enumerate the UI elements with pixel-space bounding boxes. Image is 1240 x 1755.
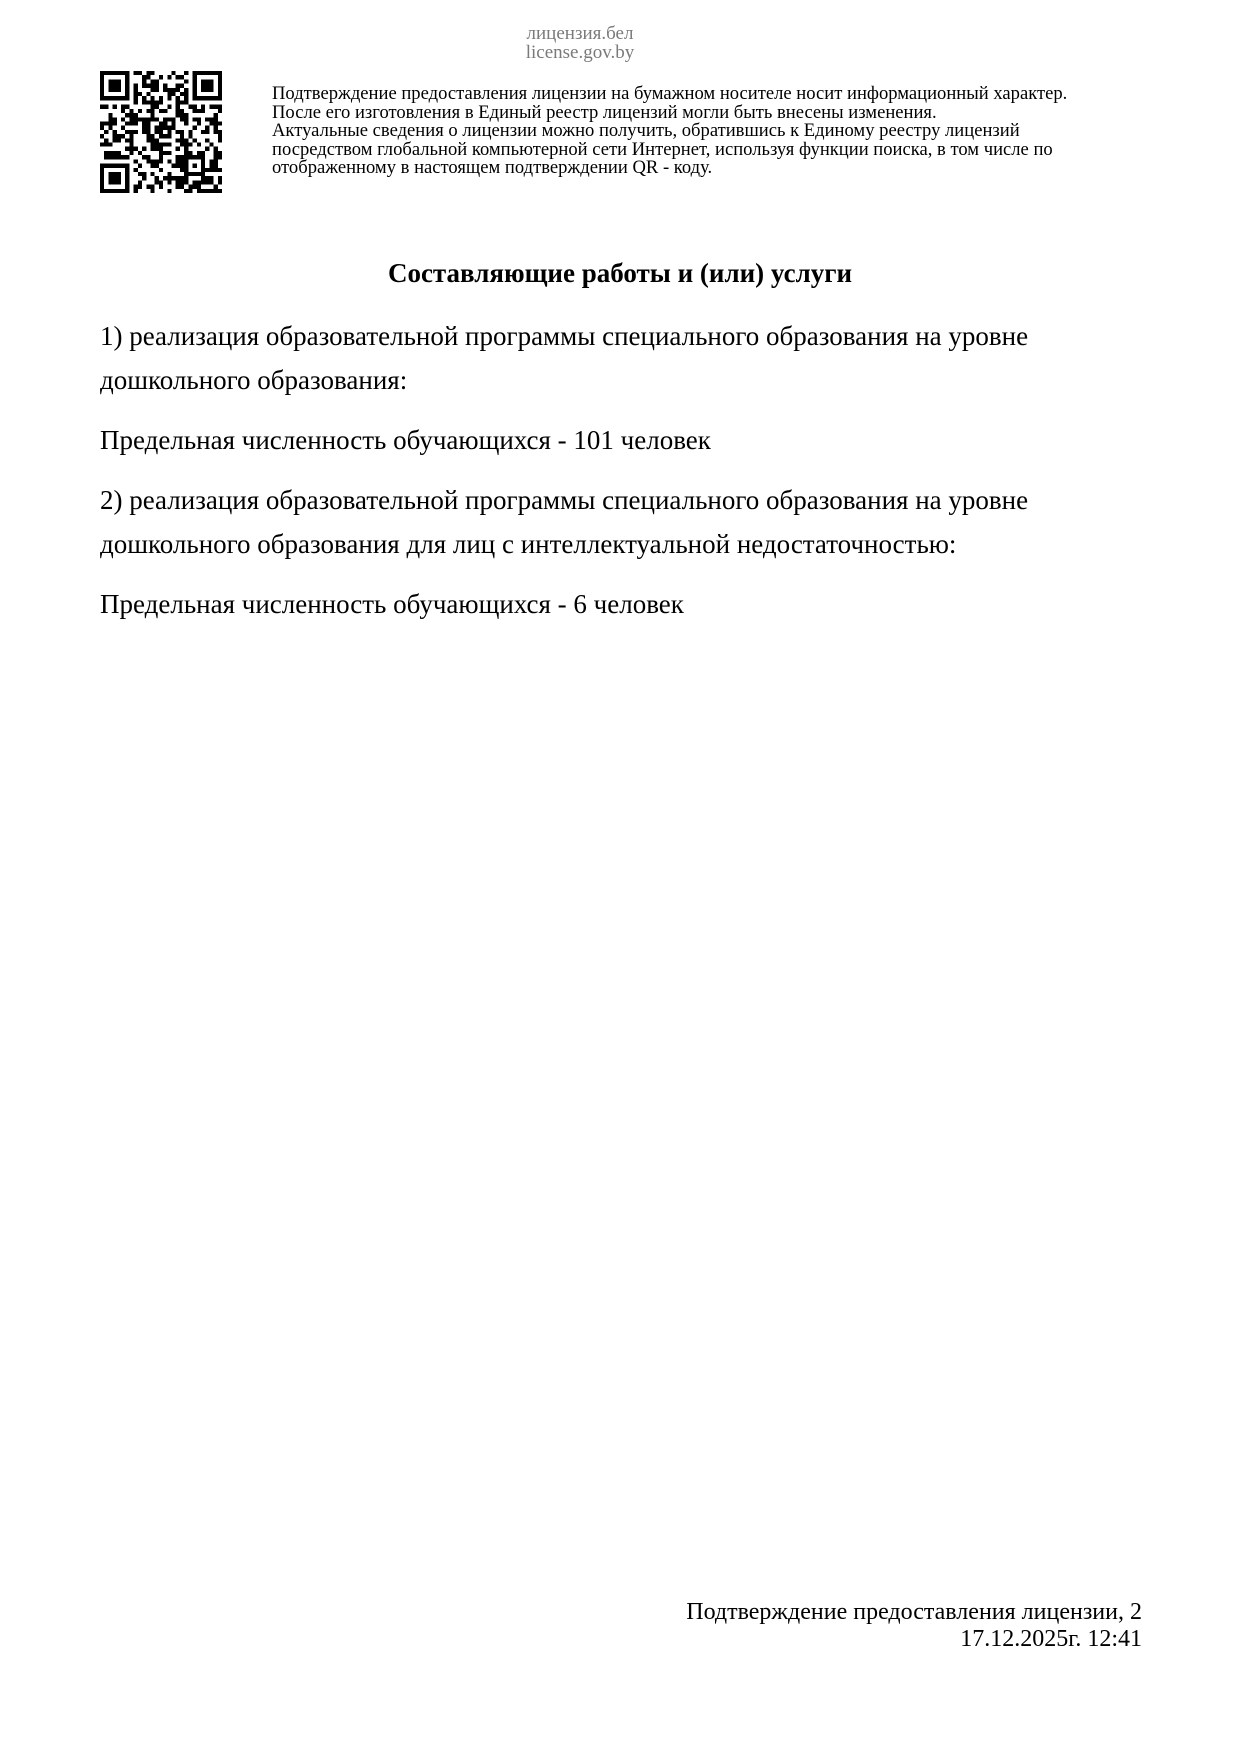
notice-line: посредством глобальной компьютерной сети Интернет, используя функции поиска, в том числе по (272, 138, 1053, 160)
notice-line: отображенному в настоящем подтверждении QR - коду. (272, 157, 713, 179)
disclaimer-notice (272, 85, 1192, 178)
service-item: 1) реализация образовательной программы специального образования на уровне дошкольного образования: (100, 321, 1029, 395)
site-link-bel[interactable]: лицензия.бел (526, 23, 634, 44)
site-link-gov[interactable]: license.gov.by (525, 42, 635, 63)
service-item: 2) реализация образовательной программы специального образования на уровне дошкольного образования для лиц с интеллектуальной недостаточностью: (100, 485, 1029, 559)
notice-line: Актуальные сведения о лицензии можно получить, обратившись к Единому реестру лицензий (272, 120, 1020, 142)
qr-code-icon (100, 71, 222, 193)
site-links (480, 24, 680, 62)
capacity-note: Предельная численность обучающихся - 6 человек (100, 589, 684, 619)
footer-timestamp: 17.12.2025г. 12:41 (960, 1626, 1142, 1652)
page-footer (686, 1599, 1142, 1653)
footer-caption: Подтверждение предоставления лицензии, 2 (686, 1599, 1142, 1625)
section-title: Составляющие работы и (или) услуги (387, 258, 853, 288)
notice-line: Подтверждение предоставления лицензии на бумажном носителе носит информационный характер. (272, 83, 1068, 104)
notice-line: После его изготовления в Единый реестр лицензий могли быть внесены изменения. (272, 101, 937, 123)
services-list (100, 314, 1140, 642)
capacity-note: Предельная численность обучающихся - 101 человек (100, 425, 711, 455)
